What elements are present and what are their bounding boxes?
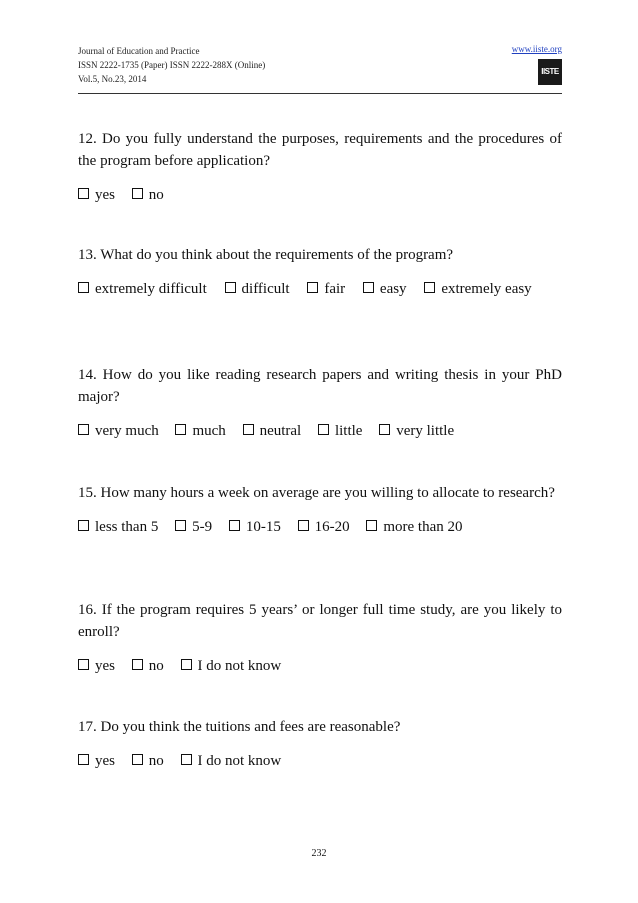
question-14	[78, 364, 562, 442]
checkbox-icon[interactable]	[175, 424, 186, 435]
options-row	[78, 750, 562, 772]
checkbox-icon[interactable]	[307, 282, 318, 293]
option-neutral[interactable]: neutral	[243, 420, 302, 442]
option-i-do-not-know[interactable]: I do not know	[181, 655, 282, 677]
checkbox-icon[interactable]	[78, 282, 89, 293]
question-15	[78, 482, 562, 538]
checkbox-icon[interactable]	[366, 520, 377, 531]
page-header	[78, 44, 562, 96]
option-more-than-20[interactable]: more than 20	[366, 516, 462, 538]
options-row	[78, 420, 562, 442]
question-17	[78, 716, 562, 772]
checkbox-icon[interactable]	[175, 520, 186, 531]
question-13	[78, 244, 562, 300]
option-difficult[interactable]: difficult	[225, 278, 290, 300]
question-text: 13. What do you think about the requirements of the program?	[78, 247, 454, 263]
option-no[interactable]: no	[132, 750, 164, 772]
checkbox-icon[interactable]	[78, 659, 89, 670]
journal-url-link[interactable]: www.iiste.org	[511, 44, 562, 54]
option-extremely-easy[interactable]: extremely easy	[424, 281, 531, 297]
option-very-much[interactable]: very much	[78, 420, 159, 442]
options-row	[78, 516, 562, 538]
options-row	[78, 184, 562, 206]
option-yes[interactable]: yes	[78, 184, 115, 206]
issn-line: ISSN 2222-1735 (Paper) ISSN 2222-288X (Online)	[78, 60, 266, 70]
header-divider	[78, 93, 562, 94]
checkbox-icon[interactable]	[132, 754, 143, 765]
question-text: 12. Do you fully understand the purposes, requirements and the procedures of the program before application?	[78, 131, 562, 169]
checkbox-icon[interactable]	[229, 520, 240, 531]
option-less-than-5[interactable]: less than 5	[78, 516, 158, 538]
option-very-little[interactable]: very little	[379, 420, 454, 442]
checkbox-icon[interactable]	[78, 188, 89, 199]
option-no[interactable]: no	[132, 184, 164, 206]
option-little[interactable]: little	[318, 420, 363, 442]
option-16-20[interactable]: 16-20	[298, 516, 350, 538]
iiste-logo: IISTE	[538, 59, 562, 85]
volume-line: Vol.5, No.23, 2014	[78, 74, 147, 84]
option-5-9[interactable]: 5-9	[175, 516, 212, 538]
journal-title: Journal of Education and Practice	[78, 46, 200, 56]
question-text: 15. How many hours a week on average are you willing to allocate to research?	[78, 485, 555, 501]
option-much[interactable]: much	[175, 420, 225, 442]
option-yes[interactable]: yes	[78, 750, 115, 772]
checkbox-icon[interactable]	[181, 659, 192, 670]
checkbox-icon[interactable]	[225, 282, 236, 293]
checkbox-icon[interactable]	[78, 520, 89, 531]
question-16	[78, 599, 562, 677]
option-fair[interactable]: fair	[307, 278, 345, 300]
checkbox-icon[interactable]	[78, 424, 89, 435]
checkbox-icon[interactable]	[132, 659, 143, 670]
checkbox-icon[interactable]	[424, 282, 435, 293]
option-extremely-difficult[interactable]: extremely difficult	[78, 278, 207, 300]
option-10-15[interactable]: 10-15	[229, 516, 281, 538]
question-text: 16. If the program requires 5 years’ or longer full time study, are you likely to enroll?	[78, 602, 562, 640]
option-easy[interactable]: easy	[363, 278, 407, 300]
options-row	[78, 655, 562, 677]
checkbox-icon[interactable]	[318, 424, 329, 435]
option-i-do-not-know[interactable]: I do not know	[181, 750, 282, 772]
checkbox-icon[interactable]	[298, 520, 309, 531]
checkbox-icon[interactable]	[243, 424, 254, 435]
question-text: 14. How do you like reading research papers and writing thesis in your PhD major?	[78, 367, 562, 405]
option-yes[interactable]: yes	[78, 655, 115, 677]
page-number: 232	[311, 848, 327, 859]
question-12	[78, 128, 562, 206]
question-text: 17. Do you think the tuitions and fees are reasonable?	[78, 719, 401, 735]
option-no[interactable]: no	[132, 655, 164, 677]
options-row	[78, 278, 562, 300]
checkbox-icon[interactable]	[379, 424, 390, 435]
checkbox-icon[interactable]	[78, 754, 89, 765]
checkbox-icon[interactable]	[132, 188, 143, 199]
checkbox-icon[interactable]	[363, 282, 374, 293]
checkbox-icon[interactable]	[181, 754, 192, 765]
